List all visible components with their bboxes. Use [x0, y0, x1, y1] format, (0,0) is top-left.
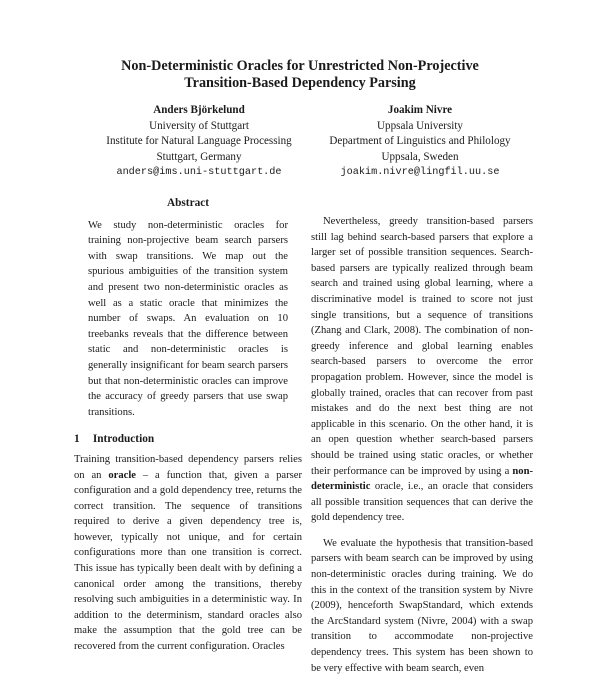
body-paragraph [311, 214, 533, 526]
right-column [311, 214, 533, 676]
author-email: anders@ims.uni-stuttgart.de [116, 167, 282, 178]
title-line-2: Transition-Based Dependency Parsing [184, 75, 416, 91]
author-block [0, 103, 600, 183]
body-text: oracle, i.e., an oracle that considers all possible transition sequences that can derive the gold dependency tree. [311, 481, 533, 524]
author-2 [302, 103, 538, 181]
title-line-1: Non-Deterministic Oracles for Unrestricted Non-Projective [121, 58, 479, 74]
author-name: Joakim Nivre [387, 104, 453, 116]
author-affiliation: Uppsala University [377, 119, 463, 132]
body-paragraph: We evaluate the hypothesis that transition-based parsers with beam search can be improved by using non-deterministic oracles during training. We do this in the context of the transition system by Nivre (2009), henceforth SwapStandard, which extends the ArcStandard system (Nivre, 2004) with a swap transition to accommodate non-projective dependency trees. This system has been shown to be very effective with beam search, even [311, 537, 533, 674]
section-heading [74, 432, 302, 448]
author-affiliation: University of Stuttgart [149, 119, 249, 132]
abstract-text: We study non-deterministic oracles for training non-projective beam search parsers with swap transitions. We map out the spurious ambiguities of the transition system and present two non-deterministic oracles as well as a static oracle that minimizes the number of swaps. An evaluation on 10 treebanks reveals that the difference between static and non-deterministic oracles is generally insignificant for beam search parsers but that non-deterministic oracles can improve the accuracy of greedy parsers that use swap transitions. [88, 219, 288, 418]
paper-title [0, 58, 600, 92]
intro-term-oracle: oracle [108, 469, 136, 481]
body-term-non-deterministic: non-deterministic [311, 465, 533, 493]
section-title: Introduction [92, 433, 155, 446]
author-name: Anders Björkelund [153, 104, 245, 116]
left-column [74, 196, 302, 655]
author-email: joakim.nivre@lingfil.uu.se [340, 167, 500, 178]
author-1 [88, 103, 310, 181]
section-number: 1 [74, 433, 80, 446]
author-location: Uppsala, Sweden [381, 150, 459, 163]
author-location: Stuttgart, Germany [156, 150, 242, 163]
author-affiliation: Department of Linguistics and Philology [329, 135, 511, 147]
author-affiliation: Institute for Natural Language Processing [106, 135, 292, 147]
abstract-heading: Abstract [166, 197, 210, 209]
body-text: Nevertheless, greedy transition-based parsers still lag behind search-based parsers that explore a larger set of possible transition sequences. Search-based parsers are typically realized through beam search and trained using global learning, where a discriminative model is trained to score not just single transitions, but a sequence of transitions (Zhang and Clark, 2008). The combination of non-greedy inference and global learning enables search-based parsers to overcome the error propagation problem. However, since the model is globally trained, oracles that can recover from past mistakes and do the next best thing are not applicable in this scenario. On the other hand, it is an open question whether search-based parsers should be trained using static oracles, or whether their performance can be improved by using a [311, 216, 533, 477]
intro-text: – a function that, given a parser configuration and a gold dependency tree, returns the correct transition. The sequence of transitions required to derive a given dependency tree is, however, typically not unique, and for certain configurations more than one transition is correct. This issue has typically been dealt with by defining a canonical order among the transitions, thereby resolving such ambiguities in a deterministic way. In addition to the determinism, standard oracles also make the assumption that the gold tree can be recovered from the current configuration. Oracles [74, 469, 302, 653]
intro-paragraph [74, 452, 302, 655]
intro-text: Training transition-based dependency parsers relies on an [74, 453, 302, 481]
